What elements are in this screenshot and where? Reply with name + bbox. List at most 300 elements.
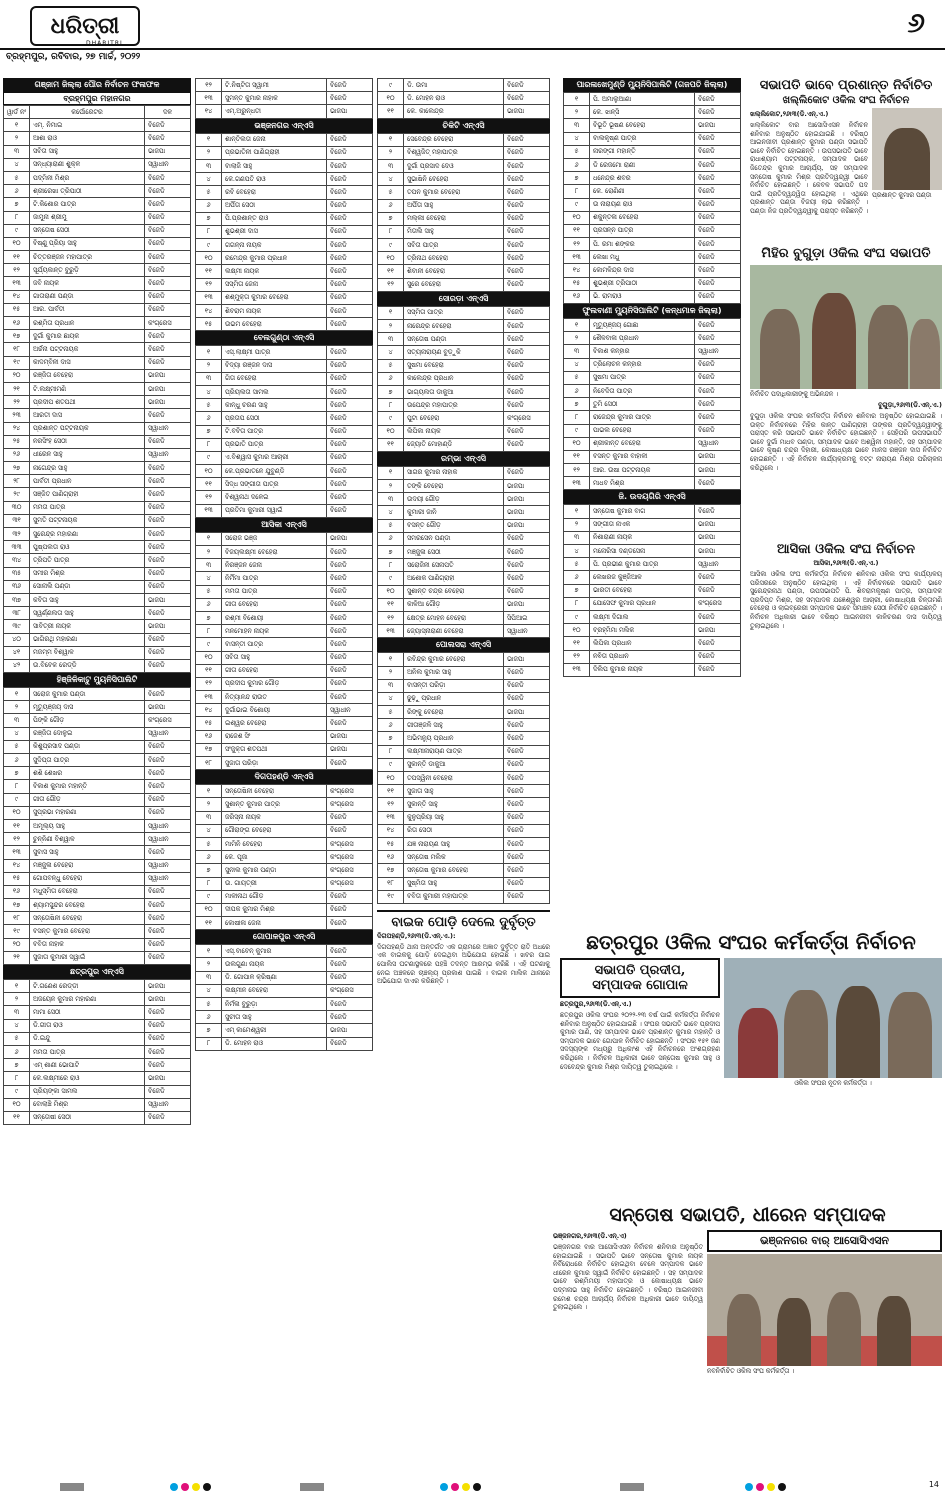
candidate-name: ସରୋଜ ଭଞ୍ଜ	[222, 532, 327, 545]
table-row	[196, 425, 373, 438]
candidate-name: ସନ୍ତୋଷ ପଣ୍ଡା	[404, 333, 504, 346]
ward-number: ୧୪	[196, 704, 222, 717]
ward-number: ୯	[4, 793, 30, 806]
table-row	[378, 798, 550, 811]
table-row	[196, 837, 373, 850]
table-row	[4, 251, 191, 264]
party-name: ବିଜେଡି	[504, 225, 550, 238]
party-name: ବିଜେଡି	[145, 659, 191, 672]
ward-number: ୬	[564, 158, 590, 171]
candidate-name: ବାସନ୍ତୀ ପରିଡ଼ା	[404, 679, 504, 692]
candidate-name: ବିଦ୍ୟା ରଞ୍ଜନ ଦାସ	[222, 359, 327, 372]
party-name: ବିଜେଡି	[145, 740, 191, 753]
party-name: ଭାଜପା	[695, 464, 741, 477]
candidate-name: ସେବେନ୍ଦ୍ର ବେହେରା	[404, 133, 504, 146]
table-row	[564, 464, 741, 477]
table-row	[196, 945, 373, 958]
registration-bar	[300, 1483, 324, 1491]
ward-number: ୧୩	[196, 691, 222, 704]
party-name: କଂଗ୍ରେସ	[327, 798, 373, 811]
party-name: ବିଜେଡି	[695, 411, 741, 424]
party-name: ଭାଜପା	[504, 480, 550, 493]
table-row	[4, 145, 191, 158]
ward-number: ୧୩	[378, 811, 404, 824]
candidate-name: କେ. କାଲେନ୍ଦ୍ର	[404, 105, 504, 118]
candidate-name: ବବିତା ନାହାକ	[30, 938, 145, 951]
ward-number: ୨୧	[4, 382, 30, 395]
table-row	[4, 528, 191, 541]
table-row	[4, 1098, 191, 1111]
candidate-name: ଜବି ନାୟକ	[30, 277, 145, 290]
table-row	[4, 1006, 191, 1019]
candidate-name: ନାରେନ୍ଦ୍ର ବେହେରା	[404, 320, 504, 333]
table-row	[564, 251, 741, 264]
ward-number: ୭	[378, 212, 404, 225]
table-row	[196, 212, 373, 225]
party-name: ବିଜେଡି	[504, 772, 550, 785]
table-row	[378, 105, 550, 118]
ward-number: ୩୯	[4, 620, 30, 633]
candidate-name: ଅଶୋକ ପାଣିଗ୍ରାହୀ	[404, 572, 504, 585]
table-row	[564, 238, 741, 251]
party-name: ବିଜେଡି	[504, 133, 550, 146]
table-row	[4, 819, 191, 832]
table-row	[196, 785, 373, 798]
table-row	[564, 663, 741, 676]
table-row	[4, 659, 191, 672]
candidate-name: ସୁବାସ ସାହୁ	[30, 846, 145, 859]
ward-number: ୩	[564, 345, 590, 358]
table-row	[378, 79, 550, 92]
section-title: ଚିକିଟି ଏନ୍‌ଏସି	[377, 119, 550, 133]
candidate-name: ସନ୍ତୋଷ କୁମାର ବେହେରା	[404, 864, 504, 877]
candidate-name: ମଞ୍ଜୁଳା ସେଠୀ	[404, 546, 504, 559]
ward-number: ୪	[196, 385, 222, 398]
party-name: ବିଜେଡି	[504, 758, 550, 771]
table-row	[378, 346, 550, 359]
table-row	[196, 265, 373, 278]
candidate-name: ଉପେନ୍ଦ୍ର ମହାପାତ୍ର	[404, 399, 504, 412]
section-title: ପାରଳାଖେମୁଣ୍ଡି ମ୍ୟୁନିସିପାଲିଟି (ଗଜପତି ଜିଲ୍ଲା)	[563, 78, 741, 92]
story-headline: ସନ୍ତୋଷ ସଭାପତି, ଧୀରେନ ସମ୍ପାଦକ	[609, 1204, 886, 1226]
candidate-name: ସତ୍ୟନାରାୟଣ ବୁଡ଼ୁକି	[404, 346, 504, 359]
table-row	[196, 133, 373, 146]
table-row	[564, 450, 741, 463]
candidate-name: ଅନିଲ କୁମାର ସାହୁ	[404, 666, 504, 679]
candidate-name: ପି.ପ୍ରଶାନ୍ତ ରାଓ	[222, 212, 327, 225]
party-name: ବିଜେଡି	[504, 252, 550, 265]
column-nac-results-2	[195, 78, 373, 1051]
table-row	[4, 885, 191, 898]
table-row	[378, 585, 550, 598]
yellow-dot	[767, 1483, 775, 1491]
table-row	[196, 611, 373, 624]
candidate-name: ଟି.ବବିତା ପାତ୍ର	[222, 425, 327, 438]
table-row	[378, 480, 550, 493]
party-name: ବିଜେଡି	[327, 305, 373, 318]
ward-number: ୧୩	[196, 504, 222, 517]
news-photo	[707, 1254, 942, 1366]
table-row	[196, 757, 373, 770]
ward-number: ୧	[378, 466, 404, 479]
party-name: ବିଜେଡି	[327, 903, 373, 916]
candidate-name: ମମତା ପାତ୍ର	[30, 1045, 145, 1058]
ward-number: ୧୨	[378, 798, 404, 811]
party-name: ବିଜେଡି	[504, 92, 550, 105]
table-row	[564, 610, 741, 623]
candidate-name: ଭି. ରାମରାଓ	[590, 290, 695, 303]
table-row	[4, 593, 191, 606]
results-table	[195, 784, 373, 930]
party-name: ସ୍ୱାଧୀନ	[145, 448, 191, 461]
candidate-name: ସୁକାନ୍ତି ଡାକୁଆ	[404, 758, 504, 771]
table-row	[196, 625, 373, 638]
candidate-name: ଗିତା ବେହେରା	[222, 372, 327, 385]
ward-number: ୧୮	[196, 757, 222, 770]
candidate-name: ଡି. ଗୋପାଳ କ୍ରିଷ୍ଣା	[222, 971, 327, 984]
table-row	[196, 372, 373, 385]
table-row	[564, 264, 741, 277]
candidate-name: ଶକୁନ୍ତଳା ବେହେରା	[590, 211, 695, 224]
portrait-photo	[872, 108, 942, 190]
party-name: ବିଜେଡି	[695, 358, 741, 371]
party-name: ବିଜେଡି	[504, 425, 550, 438]
ward-number: ୬	[196, 199, 222, 212]
party-name: ବିଜେଡି	[145, 912, 191, 925]
cyan-dot	[440, 1483, 448, 1491]
table-row	[4, 475, 191, 488]
ward-number: ୧୧	[196, 478, 222, 491]
table-row	[378, 399, 550, 412]
ward-number: ୮	[378, 559, 404, 572]
party-name: ବିଜେଡି	[145, 754, 191, 767]
candidate-name: ଶାନ୍ତିଲତା ଜେନା	[222, 133, 327, 146]
party-name: ବିଜେଡି	[145, 514, 191, 527]
candidate-name: ଶ୍ରୀରେଖା ତ୍ରିପାଠୀ	[30, 185, 145, 198]
color-registration-marks	[440, 1483, 481, 1491]
party-name: ବିଜେଡି	[145, 264, 191, 277]
ward-number: ୩	[378, 679, 404, 692]
ward-number: ୮	[4, 780, 30, 793]
party-name: ବିଜେଡି	[504, 399, 550, 412]
ward-number: ୨	[4, 993, 30, 1006]
ward-number: ୧୫	[378, 837, 404, 850]
table-row	[4, 754, 191, 767]
table-row	[564, 398, 741, 411]
candidate-name: ସୁମତି ପଟ୍ଟନାୟକ	[30, 514, 145, 527]
party-name: ବିଜେଡି	[504, 146, 550, 159]
table-row	[564, 319, 741, 332]
candidate-name: ନିଶାରାଣୀ ନାୟକ	[590, 531, 695, 544]
ward-number: ୧୪	[4, 859, 30, 872]
candidate-name: ଲକ୍ଷ୍ମୀନାରାୟଣ ପାତ୍ର	[404, 745, 504, 758]
ward-number: ୯	[4, 1085, 30, 1098]
ward-number: ୩	[4, 1006, 30, 1019]
ward-number: ୩	[378, 333, 404, 346]
party-name: ବିଜେଡି	[327, 971, 373, 984]
party-name: ବିଜେଡି	[327, 412, 373, 425]
ward-number: ୪	[196, 824, 222, 837]
candidate-name: ଡି. ଉମା	[404, 79, 504, 92]
table-row	[4, 1072, 191, 1085]
candidate-name: ଯୋସେଫ କୁମାର ପ୍ରଧାନ	[590, 597, 695, 610]
story-subheadline-box	[560, 958, 720, 998]
table-row	[564, 345, 741, 358]
table-row	[378, 732, 550, 745]
color-registration-marks	[745, 1483, 786, 1491]
table-row	[378, 864, 550, 877]
candidate-name: ରଶ୍ମୀ ବିଶୋୟୀ	[222, 611, 327, 624]
ward-number: ୪	[4, 158, 30, 171]
table-row	[378, 239, 550, 252]
ward-number: ୨	[4, 701, 30, 714]
ward-number: ୧୮	[378, 877, 404, 890]
party-name: ବିଜେଡି	[145, 237, 191, 250]
candidate-name: ମାଧବ ମିଶ୍ର	[590, 477, 695, 490]
candidate-name: ସନ୍ତୋଷୀ ସେଠୀ	[30, 1111, 145, 1124]
ward-number: ୬	[378, 372, 404, 385]
candidate-name: ଅଜୟେନ କୁମାର ମହାରଣା	[30, 993, 145, 1006]
ward-number: ୧୧	[4, 819, 30, 832]
ward-number: ୪	[196, 984, 222, 997]
candidate-name: ପୁଟା ବେହେରା	[404, 412, 504, 425]
candidate-name: ବାଲକୃଷ୍ଣ ପାତ୍ର	[590, 132, 695, 145]
candidate-name: ବସନ୍ତ କୁମାର ବେହେରା	[30, 925, 145, 938]
table-row	[4, 514, 191, 527]
ward-number: ୧୨	[196, 491, 222, 504]
ward-number: ୩୧	[4, 514, 30, 527]
table-row	[196, 984, 373, 997]
ward-number: ୧୨	[4, 264, 30, 277]
party-name: ବିଜେଡି	[145, 899, 191, 912]
party-name: ବିଜେଡି	[145, 277, 191, 290]
candidate-name: ସମୀର ମିଶ୍ର	[30, 567, 145, 580]
ward-number: ୮	[196, 1037, 222, 1050]
ward-number: ୧୧	[196, 664, 222, 677]
candidate-name: ଗୌରାଙ୍ଗ ବେହେରା	[222, 824, 327, 837]
party-name: ବିଜେଡି	[504, 320, 550, 333]
candidate-name: ପ୍ରିୟଲତା ସାମଲ	[222, 385, 327, 398]
ward-number: ୨୫	[4, 435, 30, 448]
party-name: କଂଗ୍ରେସ	[327, 837, 373, 850]
candidate-name: ଗଗନ୍ନା ନାୟକ	[222, 239, 327, 252]
party-name: ବିଜେଡି	[327, 239, 373, 252]
party-name: ବିଜେଡି	[504, 186, 550, 199]
party-name: ବିଜେଡି	[327, 611, 373, 624]
party-name: ବିଜେଡି	[145, 1085, 191, 1098]
candidate-name: ସୁମନ୍ତ କୁମାର ନାହାକ	[222, 92, 327, 105]
table-row	[564, 119, 741, 132]
table-row	[4, 554, 191, 567]
candidate-name: ଉ.ବିବେକ ରେଡ୍ଡି	[30, 659, 145, 672]
candidate-name: କେ. ରୋଣିଣୀ	[590, 185, 695, 198]
candidate-name: ଚୁନ୍ନିଣୀ ବିଶ୍ୱାଳ	[30, 833, 145, 846]
party-name: ବିଜେଡି	[145, 343, 191, 356]
ward-number: ୧	[4, 688, 30, 701]
party-name: ବିଜେଡି	[504, 199, 550, 212]
party-name: ବିଜେଡି	[145, 925, 191, 938]
table-row	[564, 571, 741, 584]
results-table	[195, 944, 373, 1051]
candidate-name: ଡି. ମୋହନ ରାଓ	[404, 92, 504, 105]
table-row	[378, 186, 550, 199]
ward-number: ୧୯	[378, 890, 404, 903]
table-row	[564, 93, 741, 106]
ward-number: ୪	[4, 1019, 30, 1032]
party-name: ବିଜେଡି	[327, 559, 373, 572]
party-name: ଭାଜପା	[145, 382, 191, 395]
table-row	[4, 688, 191, 701]
party-name: ବିଜେଡି	[327, 917, 373, 930]
party-name: ଭାଜପା	[504, 105, 550, 118]
table-row	[378, 133, 550, 146]
table-row	[196, 917, 373, 930]
table-row	[378, 493, 550, 506]
ward-number: ୩୩	[4, 541, 30, 554]
candidate-name: ନିର୍ମିମା ପାତ୍ର	[222, 572, 327, 585]
ward-number: ୩	[196, 372, 222, 385]
ward-number: ୧୧	[564, 450, 590, 463]
candidate-name: ସୁଶାନ୍ତ ଚନ୍ଦ୍ର ବେହେରା	[404, 585, 504, 598]
party-name: ଭାଜପା	[145, 396, 191, 409]
candidate-name: ସୁଜାତା ପରିଡ଼ା	[222, 757, 327, 770]
table-row	[4, 462, 191, 475]
column-bar-stories	[750, 78, 942, 708]
candidate-name: ପଦ୍ମିନୀ ମିଶ୍ର	[30, 171, 145, 184]
candidate-name: ପ୍ରଦୀପ କୁମାର ଗୌଡ଼	[222, 677, 327, 690]
ward-number: ୫	[4, 1032, 30, 1045]
candidate-name: କୋମଳିନ୍ଦ୍ର ଦାସ	[590, 264, 695, 277]
table-row	[378, 265, 550, 278]
party-name: ବିଜେଡି	[504, 811, 550, 824]
party-name: ବିଜେଡି	[145, 475, 191, 488]
ward-number: ୪	[196, 173, 222, 186]
party-name: ବିଜେଡି	[145, 607, 191, 620]
party-name: ବିଜେଡି	[145, 1111, 191, 1124]
table-row	[4, 701, 191, 714]
table-row	[564, 384, 741, 397]
ward-number: ୧୨	[4, 833, 30, 846]
table-row	[4, 422, 191, 435]
ward-number: ୬	[564, 571, 590, 584]
story-byline: ଭଞ୍ଜନଗର,୨୬ା୩(ଡି.ଏନ୍.ଏ)	[553, 1232, 627, 1240]
table-row	[4, 714, 191, 727]
candidate-name: ଇଶ୍ୱର ବେହେରା	[222, 717, 327, 730]
party-name: ବିଜେଡି	[145, 580, 191, 593]
table-row	[196, 677, 373, 690]
party-name: ଭାଜପା	[504, 493, 550, 506]
table-row	[4, 369, 191, 382]
table-row	[378, 785, 550, 798]
ward-number: ୭	[564, 398, 590, 411]
ward-number: ୧୧	[378, 105, 404, 118]
ward-number: ୧୦	[4, 1098, 30, 1111]
candidate-name: କେ.ଗଣପତି ରାଓ	[222, 173, 327, 186]
ward-number: ୨	[196, 359, 222, 372]
party-name: ସ୍ୱାଧୀନ	[504, 625, 550, 638]
table-row	[4, 912, 191, 925]
candidate-name: ବିଶ୍ୱଜିତ୍ ମହାପାତ୍ର	[404, 146, 504, 159]
table-row	[4, 541, 191, 554]
table-row	[4, 224, 191, 237]
table-row	[4, 277, 191, 290]
candidate-name: ମିତାଲି ସାହୁ	[404, 225, 504, 238]
table-row	[196, 239, 373, 252]
table-row	[4, 343, 191, 356]
photo-caption: ଓକିଲ ସଂଘର ନୂତନ କର୍ମକର୍ତ୍ତା ।	[794, 1080, 872, 1087]
table-row	[196, 664, 373, 677]
yellow-dot	[192, 1483, 200, 1491]
candidate-name: ପ୍ରଭାତି ପାତ୍ର	[222, 438, 327, 451]
party-name: କଂଗ୍ରେସ	[327, 864, 373, 877]
table-row	[4, 859, 191, 872]
party-name: ବିଜେଡି	[504, 679, 550, 692]
candidate-name: ଆଶା ରାଓ	[30, 132, 145, 145]
ward-number: ୬	[4, 754, 30, 767]
candidate-name: ମାମିନି ବେହେରା	[222, 837, 327, 850]
magenta-dot	[756, 1483, 764, 1491]
ward-number: ୧	[196, 785, 222, 798]
ward-number: ୧୦	[564, 211, 590, 224]
ward-number: ୯	[564, 610, 590, 623]
party-name: ବିଜେଡି	[327, 291, 373, 304]
ward-number: ୫	[4, 171, 30, 184]
ward-number: ୧୨	[196, 278, 222, 291]
candidate-name: ଶ୍ରୀକାନ୍ତ ବେହେରା	[590, 437, 695, 450]
party-name: ବିଜେଡି	[145, 554, 191, 567]
ward-number: ୧	[196, 346, 222, 359]
ward-number: ୧୨	[378, 611, 404, 624]
ward-number: ୧୪	[196, 305, 222, 318]
ward-number: ୨	[564, 332, 590, 345]
candidate-name: ତପନ କୁମାର ବେହେରା	[404, 186, 504, 199]
header-name: କର୍ପୋରେଟର	[30, 106, 145, 119]
party-name: ବିଜେଡି	[327, 572, 373, 585]
ward-number: ୪୦	[4, 633, 30, 646]
table-row	[196, 92, 373, 105]
black-dot	[473, 1483, 481, 1491]
ward-number: ୧୬	[564, 290, 590, 303]
column-ganjam-results	[3, 78, 191, 1125]
table-row	[564, 172, 741, 185]
party-name: ବିଜେଡି	[327, 465, 373, 478]
ward-number: ୧୯	[4, 356, 30, 369]
candidate-name: ଉଦୟୀ ଗୌଡ଼	[404, 493, 504, 506]
table-row	[196, 451, 373, 464]
candidate-name: କୁନୁପ୍ରିୟା ସାହୁ	[404, 811, 504, 824]
party-name: ବିଜେଡି	[327, 159, 373, 172]
party-name: ବିଜେଡି	[145, 767, 191, 780]
table-row	[196, 346, 373, 359]
table-row	[196, 890, 373, 903]
ward-number: ୨	[378, 146, 404, 159]
table-row	[4, 1019, 191, 1032]
party-name: ବିଜେଡି	[504, 265, 550, 278]
party-name: ବିଜେଡି	[327, 664, 373, 677]
candidate-name: ଏସ୍.ବାବେନ୍ କୁମାର	[222, 945, 327, 958]
party-name: ବିଜେଡି	[695, 251, 741, 264]
results-table	[195, 133, 373, 332]
ward-number: ୪	[378, 173, 404, 186]
table-row	[378, 559, 550, 572]
party-name: ବିଜେଡି	[327, 92, 373, 105]
party-name: ସ୍ୱାଧୀନ	[145, 422, 191, 435]
candidate-name: ବାଲାଜି ସାହୁ	[222, 159, 327, 172]
table-row	[4, 448, 191, 461]
party-name: ବିଜେଡି	[695, 172, 741, 185]
table-row	[4, 330, 191, 343]
table-row	[196, 79, 373, 92]
